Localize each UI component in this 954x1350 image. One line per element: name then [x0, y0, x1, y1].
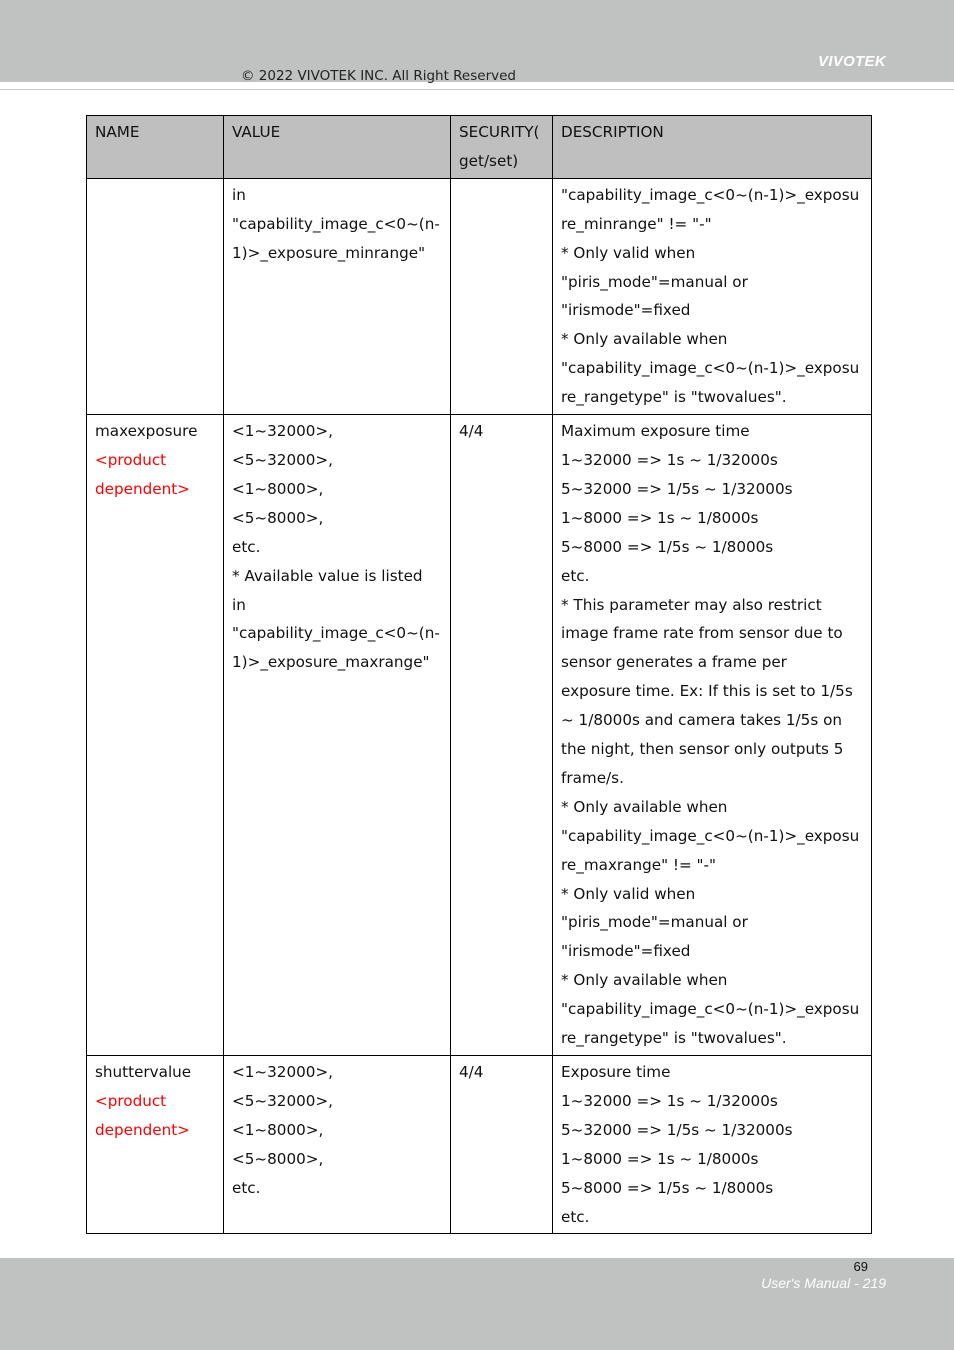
description-text-line: Maximum exposure time: [561, 422, 750, 441]
table-row: [87, 1056, 872, 1234]
description-text-line: the night, then sensor only outputs 5: [561, 740, 844, 759]
value-text-line: <5~32000>,: [232, 1091, 333, 1110]
cell-value: [224, 178, 451, 414]
description-text-line: 5~32000 => 1/5s ~ 1/32000s: [561, 479, 793, 498]
description-text-line: "irismode"=fixed: [561, 942, 691, 961]
cell-description: [553, 415, 872, 1056]
value-text-line: in: [232, 595, 246, 614]
description-text-line: "capability_image_c<0~(n-1)>_exposu: [561, 1000, 860, 1019]
value-text-line: <1~32000>,: [232, 422, 333, 441]
description-text-line: frame/s.: [561, 768, 624, 787]
description-text-line: re_minrange" != "-": [561, 214, 712, 233]
value-text-line: etc.: [232, 1178, 261, 1197]
name-text-line: shuttervalue: [95, 1063, 192, 1081]
description-text-line: re_maxrange" != "-": [561, 855, 717, 874]
column-header-description: [553, 116, 872, 179]
header-label: VALUE: [232, 123, 281, 141]
cell-value: [224, 1056, 451, 1234]
product-dependent-note: <product: [95, 450, 167, 469]
description-text-line: 1~32000 => 1s ~ 1/32000s: [561, 450, 778, 469]
product-dependent-note: <product: [95, 1091, 167, 1110]
description-text-line: * This parameter may also restrict: [561, 595, 822, 614]
header-label: DESCRIPTION: [561, 123, 664, 141]
security-text-line: 4/4: [459, 1063, 484, 1081]
description-text-line: "piris_mode"=manual or: [561, 272, 748, 291]
cell-security: [451, 178, 553, 414]
table-row: [87, 415, 872, 1056]
description-text-line: * Only available when: [561, 330, 728, 349]
page-number: 69: [853, 1259, 868, 1274]
cell-description: [553, 178, 872, 414]
description-text-line: * Only valid when: [561, 884, 696, 903]
header-label: SECURITY(: [459, 123, 540, 141]
description-text-line: 5~8000 => 1/5s ~ 1/8000s: [561, 1178, 774, 1197]
description-text-line: 5~8000 => 1/5s ~ 1/8000s: [561, 537, 774, 556]
cell-security: [451, 415, 553, 1056]
brand-logo: VIVOTEK: [818, 53, 886, 70]
header-label: NAME: [95, 123, 140, 141]
value-text-line: * Available value is listed: [232, 566, 423, 585]
description-text-line: "capability_image_c<0~(n-1)>_exposu: [561, 826, 860, 845]
table-header-row: [87, 116, 872, 179]
value-text-line: <1~32000>,: [232, 1063, 333, 1081]
column-header-name: [87, 116, 224, 179]
value-text-line: <5~8000>,: [232, 508, 324, 527]
copyright-text: © 2022 VIVOTEK INC. All Right Reserved: [241, 68, 516, 84]
value-text-line: in: [232, 185, 246, 204]
header-divider: [0, 89, 954, 90]
value-text-line: 1)>_exposure_maxrange": [232, 653, 430, 672]
cell-security: [451, 1056, 553, 1234]
value-text-line: "capability_image_c<0~(n-: [232, 214, 440, 233]
description-text-line: "capability_image_c<0~(n-1)>_exposu: [561, 185, 860, 204]
description-text-line: "piris_mode"=manual or: [561, 913, 748, 932]
description-text-line: re_rangetype" is "twovalues".: [561, 388, 787, 407]
cell-description: [553, 1056, 872, 1234]
cell-name: [87, 1056, 224, 1234]
description-text-line: etc.: [561, 1207, 590, 1226]
security-text-line: 4/4: [459, 422, 484, 441]
description-text-line: 1~8000 => 1s ~ 1/8000s: [561, 508, 759, 527]
description-text-line: Exposure time: [561, 1063, 671, 1081]
value-text-line: "capability_image_c<0~(n-: [232, 624, 440, 643]
footer-band: [0, 1258, 954, 1350]
description-text-line: 5~32000 => 1/5s ~ 1/32000s: [561, 1120, 793, 1139]
value-text-line: <1~8000>,: [232, 479, 324, 498]
product-dependent-note: dependent>: [95, 1120, 190, 1139]
value-text-line: <5~8000>,: [232, 1149, 324, 1168]
description-text-line: 1~32000 => 1s ~ 1/32000s: [561, 1091, 778, 1110]
column-header-security: [451, 116, 553, 179]
value-text-line: etc.: [232, 537, 261, 556]
description-text-line: * Only available when: [561, 797, 728, 816]
cell-name: [87, 178, 224, 414]
value-text-line: 1)>_exposure_minrange": [232, 243, 426, 262]
value-text-line: <1~8000>,: [232, 1120, 324, 1139]
description-text-line: "capability_image_c<0~(n-1)>_exposu: [561, 359, 860, 378]
header-label: get/set): [459, 151, 519, 170]
column-header-value: [224, 116, 451, 179]
description-text-line: "irismode"=fixed: [561, 301, 691, 320]
description-text-line: exposure time. Ex: If this is set to 1/5s: [561, 682, 853, 701]
description-text-line: image frame rate from sensor due to: [561, 624, 843, 643]
cell-name: [87, 415, 224, 1056]
description-text-line: re_rangetype" is "twovalues".: [561, 1029, 787, 1048]
manual-page-label: User's Manual - 219: [761, 1275, 886, 1291]
description-text-line: etc.: [561, 566, 590, 585]
name-text-line: maxexposure: [95, 422, 198, 441]
product-dependent-note: dependent>: [95, 479, 190, 498]
description-text-line: ~ 1/8000s and camera takes 1/5s on: [561, 711, 842, 730]
parameter-table: [86, 115, 872, 1234]
description-text-line: 1~8000 => 1s ~ 1/8000s: [561, 1149, 759, 1168]
table-row: [87, 178, 872, 414]
description-text-line: * Only available when: [561, 971, 728, 990]
description-text-line: sensor generates a frame per: [561, 653, 787, 672]
value-text-line: <5~32000>,: [232, 450, 333, 469]
description-text-line: * Only valid when: [561, 243, 696, 262]
cell-value: [224, 415, 451, 1056]
